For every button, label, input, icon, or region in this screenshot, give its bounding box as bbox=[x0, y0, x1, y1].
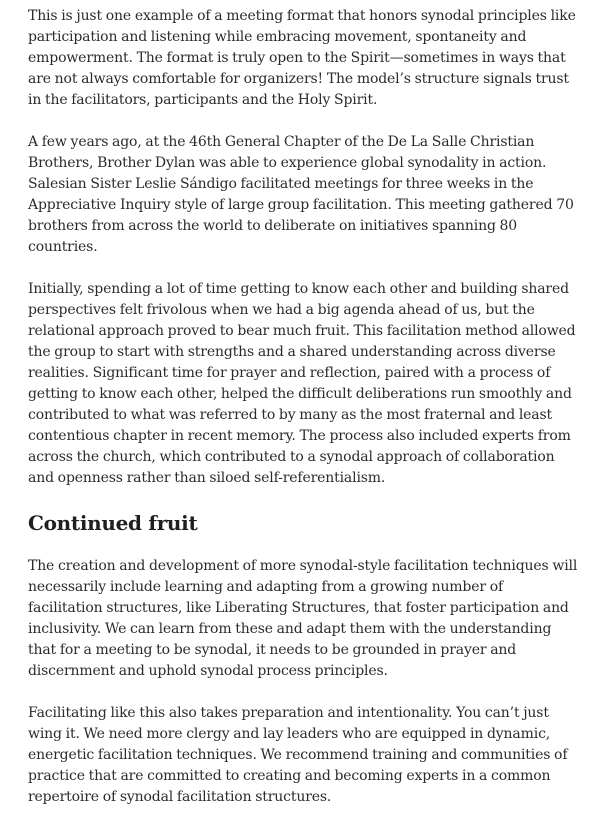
paragraph-facilitation-techniques: The creation and development of more synodal-style facilitation techniques will necessarily include learning and adapting from a growing number of facilitation structures, like Liberating Structures, that foster participation and inclusivity. We can learn from these and adapt them with the understanding that for a meeting to be synodal, it needs to be grounded in prayer and discernment and uphold synodal process principles. bbox=[28, 558, 578, 679]
paragraph-meeting-format: This is just one example of a meeting format that honors synodal principles like participation and listening while embracing movement, spontaneity and empowerment. The format is truly open to the Spirit—sometimes in ways that are not always comfortable for organizers! The model’s structure signals trust in the facilitators, participants and the Holy Spirit. bbox=[28, 8, 576, 108]
section-heading: Continued fruit bbox=[28, 511, 198, 535]
paragraph-general-chapter: A few years ago, at the 46th General Chapter of the De La Salle Christian Brothers, Brother Dylan was able to experience global synodality in action. Salesian Sister Leslie Sándigo facilitated meetings for three weeks in the Appreciative Inquiry style of large group facilitation. This meeting gathered 70 brothers from across the world to deliberate on initiatives spanning 80 countries. bbox=[28, 134, 574, 255]
paragraph-relational-approach: Initially, spending a lot of time getting to know each other and building shared perspectives felt frivolous when we had a big agenda ahead of us, but the relational approach proved to bear much fruit. This facilitation method allowed the group to start with strengths and a shared understanding across diverse realities. Significant time for prayer and reflection, paired with a process of getting to know each other, helped the difficult deliberations run smoothly and contributed to what was referred to by many as the most fraternal and least contentious chapter in recent memory. The process also included experts from across the church, which contributed to a synodal approach of collaboration and openness rather than siloed self-referentialism. bbox=[28, 281, 576, 486]
paragraph-preparation: Facilitating like this also takes preparation and intentionality. You can’t just wing it. We need more clergy and lay leaders who are equipped in dynamic, energetic facilitation techniques. We recommend training and communities of practice that are committed to creating and becoming experts in a common repertoire of synodal facilitation structures. bbox=[28, 705, 568, 805]
article-body bbox=[28, 6, 578, 829]
